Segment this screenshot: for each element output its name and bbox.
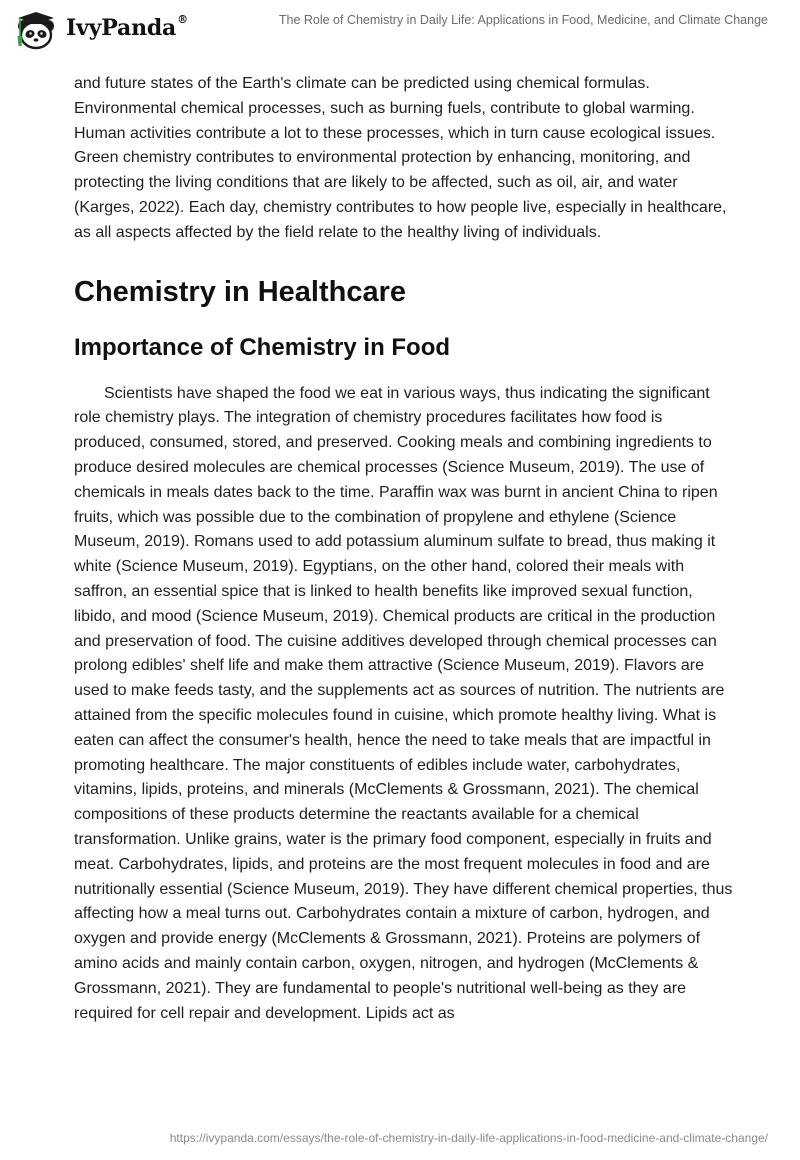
article-content <box>74 72 734 1026</box>
footer-url[interactable]: https://ivypanda.com/essays/the-role-of-chemistry-in-daily-life-applications-in-food-medicine-and-climate-change/ <box>169 1131 768 1145</box>
brand-name: IvyPanda® <box>66 12 188 41</box>
intro-paragraph: and future states of the Earth's climate can be predicted using chemical formulas. Environmental chemical processes, such as burning fuels, contribute to global warming. Human activities contribute a lot to these processes, which in turn cause ecological issues. Green chemistry contributes to environmental protection by enhancing, monitoring, and protecting the living conditions that are likely to be affected, such as oil, air, and water (Karges, 2022). Each day, chemistry contributes to how people live, especially in healthcare, as all aspects affected by the field relate to the healthy living of individuals. <box>74 75 727 241</box>
section-heading: Chemistry in Healthcare <box>74 275 407 308</box>
panda-graduation-cap-icon <box>14 6 60 52</box>
site-logo[interactable] <box>14 6 188 52</box>
body-paragraph: Scientists have shaped the food we eat in various ways, thus indicating the significant role chemistry plays. The integration of chemistry procedures facilitates how food is produced, consumed, stored, and preserved. Cooking meals and combining ingredients to produce desired molecules are chemical processes (Science Museum, 2019). The use of chemicals in meals dates back to the time. Paraffin wax was burnt in ancient China to ripen fruits, which was possible due to the combination of propylene and ethylene (Science Museum, 2019). Romans used to add potassium aluminum sulfate to bread, thus making it white (Science Museum, 2019). Egyptians, on the other hand, colored their meals with saffron, an essential spice that is linked to health benefits like improved sexual function, libido, and mood (Science Museum, 2019). Chemical products are critical in the production and preservation of food. The cuisine additives developed through chemical processes can prolong edibles' shelf life and make them attractive (Science Museum, 2019). Flavors are used to make feeds tasty, and the supplements act as sources of nutrition. The nutrients are attained from the specific molecules found in cuisine, which promote healthy living. What is eaten can affect the consumer's health, hence the need to take meals that are impactful in promoting healthcare. The major constituents of edibles include water, carbohydrates, vitamins, lipids, proteins, and minerals (McClements & Grossmann, 2021). The chemical compositions of these products determine the reactants available for a chemical transformation. Unlike grains, water is the primary food component, especially in fruits and meat. Carbohydrates, lipids, and proteins are the most frequent molecules in food and are nutritionally essential (Science Museum, 2019). They have different chemical properties, thus affecting how a meal turns out. Carbohydrates contain a mixture of carbon, hydrogen, and oxygen and provide energy (McClements & Grossmann, 2021). Proteins are polymers of amino acids and mainly contain carbon, oxygen, nitrogen, and hydrogen (McClements & Grossmann, 2021). They are fundamental to people's nutritional well-being as they are required for cell repair and development. Lipids act as <box>74 384 733 1022</box>
page-header <box>0 0 800 60</box>
subsection-heading: Importance of Chemistry in Food <box>74 333 451 361</box>
document-title: The Role of Chemistry in Daily Life: Applications in Food, Medicine, and Climate Change <box>278 13 768 27</box>
